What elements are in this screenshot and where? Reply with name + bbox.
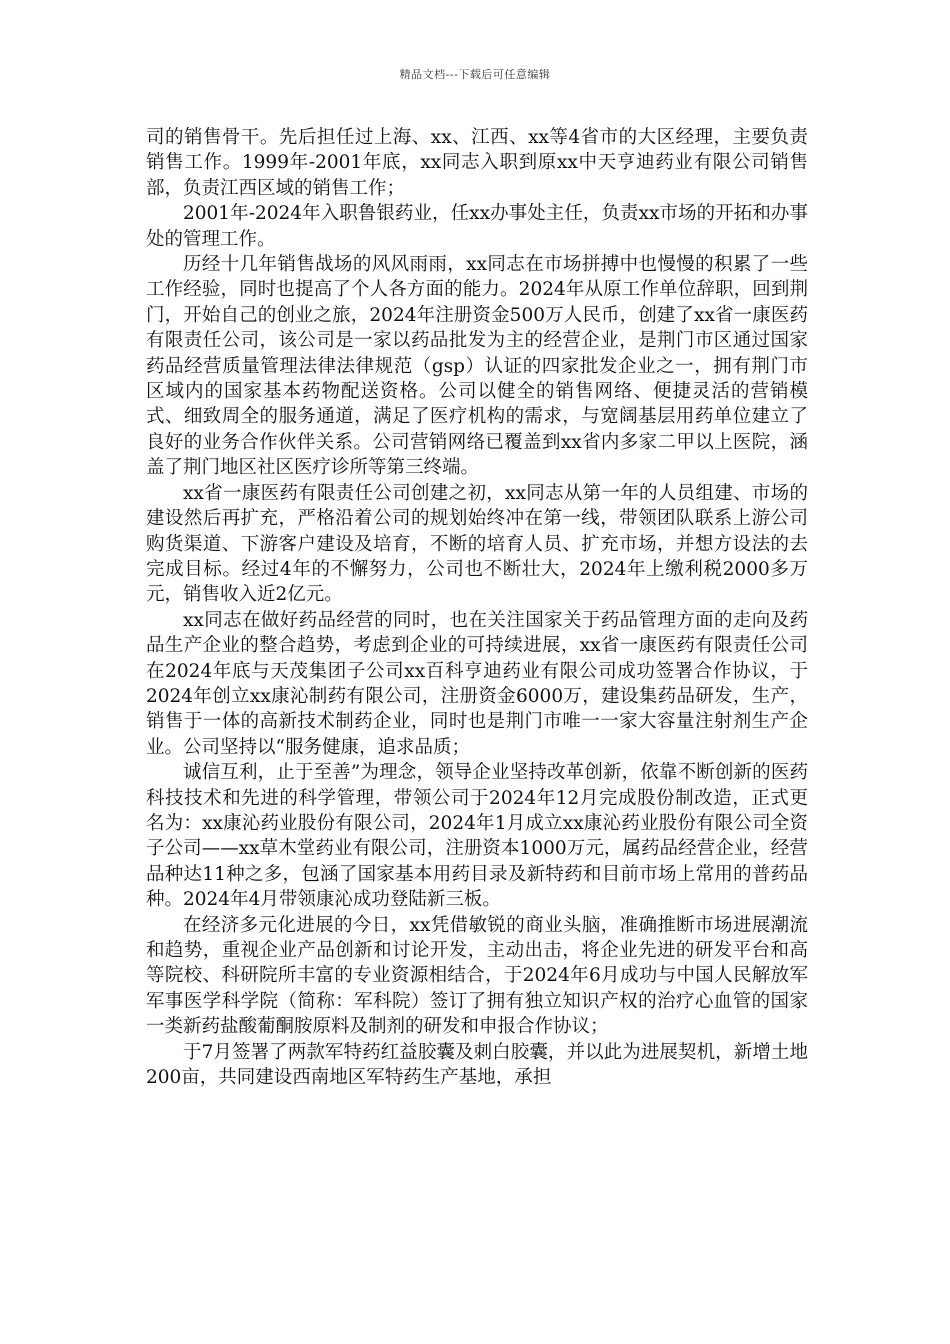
paragraph: 在经济多元化进展的今日，xx凭借敏锐的商业头脑，准确推断市场进展潮流和趋势，重视企业产品创新和讨论开发，主动出击，将企业先进的研发平台和高等院校、科研院所丰富的专业资源相结合，于2024年6月成功与中国人民解放军军事医学科学院（简称：军科院）签订了拥有独立知识产权的治疗心血管的国家一类新药盐酸葡酮胺原料及制剂的研发和申报合作协议； (146, 914, 808, 1038)
paragraph: xx同志在做好药品经营的同时，也在关注国家关于药品管理方面的走向及药品生产企业的整合趋势，考虑到企业的可持续进展，xx省一康医药有限责任公司在2024年底与天茂集团子公司xx百科亨迪药业有限公司成功签署合作协议，于2024年创立xx康沁制药有限公司，注册资金6000万，建设集药品研发，生产，销售于一体的高新技术制药企业，同时也是荆门市唯一一家大容量注射剂生产企业。公司坚持以“服务健康，追求品质； (146, 609, 808, 758)
paragraph: 诚信互利，止于至善”为理念，领导企业坚持改革创新，依靠不断创新的医药科技技术和先进的科学管理，带领公司于2024年12月完成股份制改造，正式更名为：xx康沁药业股份有限公司，2024年1月成立xx康沁药业股份有限公司全资子公司——xx草木堂药业有限公司，注册资本1000万元，属药品经营企业，经营品种达11种之多，包涵了国家基本用药目录及新特药和目前市场上常用的普药品种。2024年4月带领康沁成功登陆新三板。 (146, 762, 808, 911)
document-body (146, 125, 808, 1090)
paragraph: xx省一康医药有限责任公司创建之初，xx同志从第一年的人员组建、市场的建设然后再扩充，严格沿着公司的规划始终冲在第一线，带领团队联系上游公司购货渠道、下游客户建设及培育，不断的培育人员、扩充市场，并想方设法的去完成目标。经过4年的不懈努力，公司也不断壮大，2024年上缴利税2000多万元，销售收入近2亿元。 (146, 482, 808, 606)
paragraph: 司的销售骨干。先后担任过上海、xx、江西、xx等4省市的大区经理，主要负责销售工作。1999年-2001年底，xx同志入职到原xx中天亨迪药业有限公司销售部，负责江西区域的销售工作； (146, 127, 808, 199)
paragraph: 历经十几年销售战场的风风雨雨，xx同志在市场拼搏中也慢慢的积累了一些工作经验，同时也提高了个人各方面的能力。2024年从原工作单位辞职，回到荆门，开始自己的创业之旅，2024年注册资金500万人民币，创建了xx省一康医药有限责任公司，该公司是一家以药品批发为主的经营企业，是荆门市区通过国家药品经营质量管理法律法律规范（gsp）认证的四家批发企业之一，拥有荆门市区域内的国家基本药物配送资格。公司以健全的销售网络、便捷灵活的营销模式、细致周全的服务通道，满足了医疗机构的需求，与宽阔基层用药单位建立了良好的业务合作伙伴关系。公司营销网络已覆盖到xx省内多家二甲以上医院，涵盖了荆门地区社区医疗诊所等第三终端。 (146, 254, 808, 479)
paragraph: 2001年-2024年入职鲁银药业，任xx办事处主任，负责xx市场的开拓和办事处的管理工作。 (146, 203, 808, 250)
paragraph: 于7月签署了两款军特药红益胶囊及刺白胶囊，并以此为进展契机，新增土地200亩，共同建设西南地区军特药生产基地，承担 (146, 1041, 808, 1089)
page-header: 精品文档---下载后可任意编辑 (399, 68, 551, 81)
